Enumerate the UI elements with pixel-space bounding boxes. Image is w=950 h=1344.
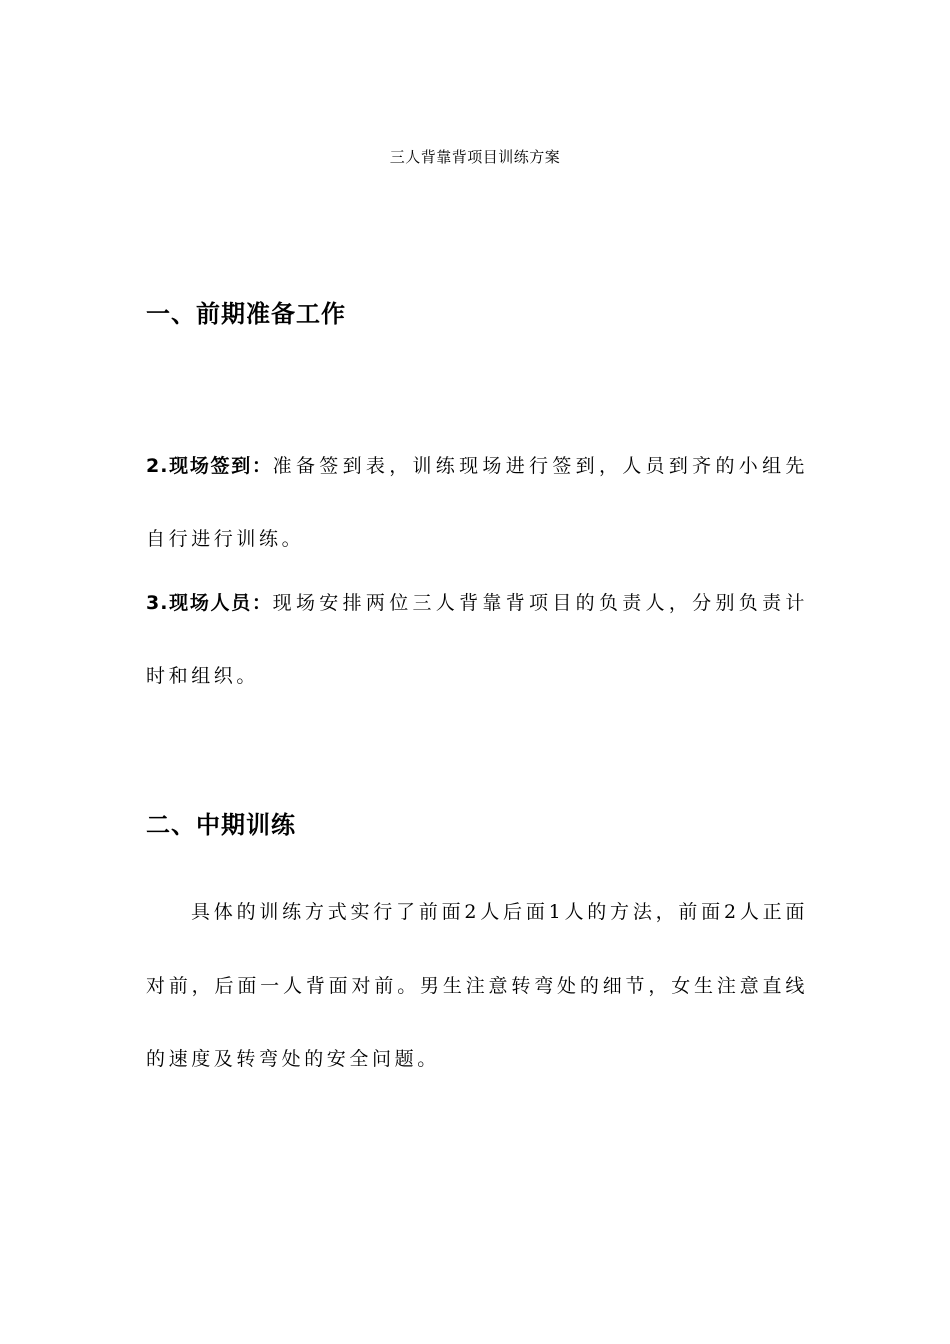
document-title: 三人背靠背项目训练方案: [389, 148, 561, 166]
paragraph-lead-sign-in: 2.现场签到：: [146, 455, 273, 477]
section-heading-training: 二、中期训练: [146, 811, 296, 839]
section-heading-preparation: 一、前期准备工作: [146, 300, 346, 328]
paragraph-staff: [146, 567, 808, 713]
paragraph-lead-staff: 3.现场人员：: [146, 592, 273, 614]
paragraph-training-method: 具体的训练方式实行了前面2人后面1人的方法，前面2人正面对前，后面一人背面对前。男生注意转弯处的细节，女生注意直线的速度及转弯处的安全问题。: [146, 901, 808, 1070]
paragraph-text-sign-in: 准备签到表，训练现场进行签到，人员到齐的小组先自行进行训练。: [146, 455, 808, 550]
paragraph-sign-in: [146, 430, 808, 576]
paragraph-text-staff: 现场安排两位三人背靠背项目的负责人，分别负责计时和组织。: [146, 592, 808, 687]
